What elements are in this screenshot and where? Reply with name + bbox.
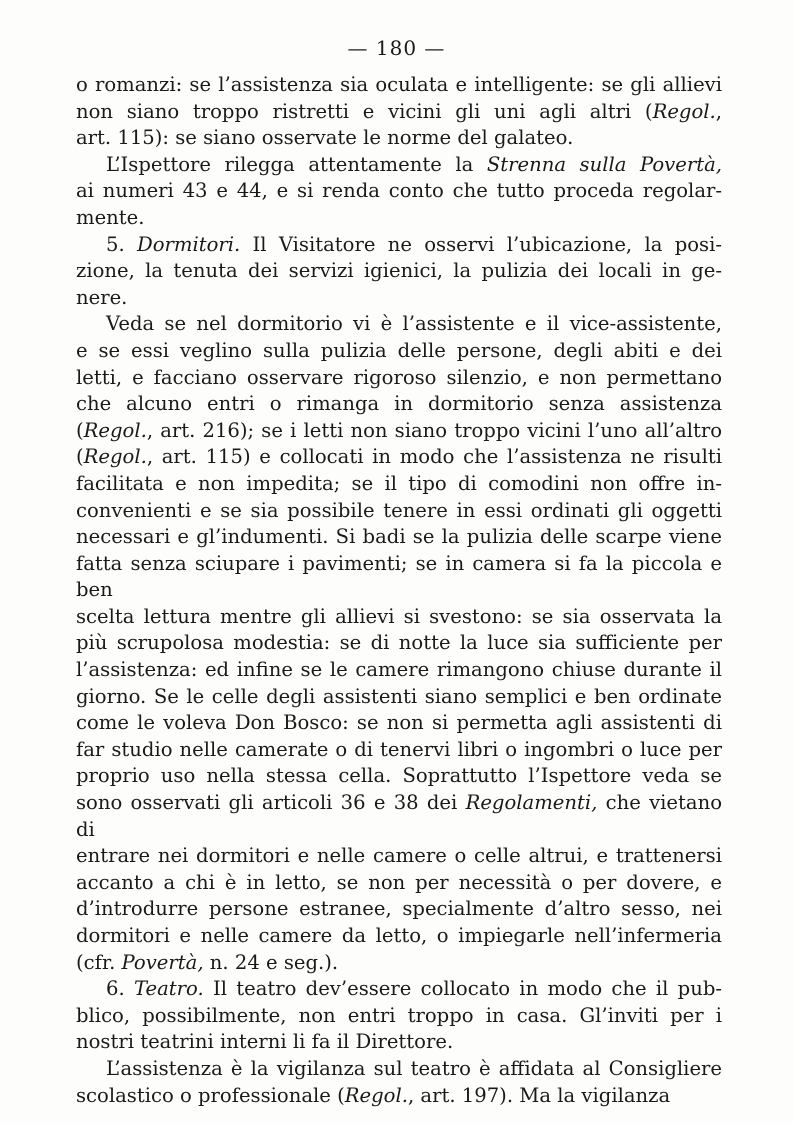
text-run: più scrupolosa modestia: se di notte la luce sia sufficiente per: [76, 631, 722, 655]
text-run: ,: [715, 99, 722, 123]
text-run: (cfr.: [76, 950, 122, 974]
italic-text: Povertà,: [121, 950, 204, 974]
text-run: zione, la tenuta dei servizi igienici, la pulizia dei locali in ge-: [76, 259, 722, 283]
text-run: sono osservati gli articoli 36 e 38 dei: [76, 791, 466, 815]
italic-text: Dormitori.: [137, 232, 241, 256]
text-run: , art. 216); se i letti non siano troppo vicini l’uno all’altro: [146, 418, 722, 442]
text-line: [76, 258, 722, 285]
italic-text: Regol.: [652, 99, 716, 123]
text-line: [76, 285, 722, 312]
text-run: o romanzi: se l’assistenza sia oculata e intelligente: se gli allievi: [76, 73, 722, 96]
text-run: che vietano di: [76, 791, 722, 841]
text-line: [76, 896, 722, 923]
text-line: [76, 178, 722, 205]
text-run: e se essi veglino sulla pulizia delle persone, degli abiti e dei: [76, 338, 722, 362]
text-line: [76, 870, 722, 897]
italic-text: Strenna sulla Povertà,: [486, 152, 722, 176]
text-line: [76, 1029, 722, 1056]
text-run: art. 115): se siano osservate le norme del galateo.: [76, 126, 574, 150]
text-line: [76, 923, 722, 950]
text-line: [76, 684, 722, 711]
text-run: proprio uso nella stessa cella. Soprattutto l’Ispettore veda se: [76, 764, 722, 788]
text-run: blico, possibilmente, non entri troppo in casa. Gl’inviti per i: [76, 1003, 722, 1027]
text-line: [76, 710, 722, 737]
text-line: [76, 604, 722, 631]
text-line: [76, 391, 722, 418]
text-line: [76, 737, 722, 764]
text-line: [76, 444, 722, 471]
text-line: [76, 152, 722, 179]
text-run: far studio nelle camerate o di tenervi libri o ingombri o luce per: [76, 737, 722, 761]
text-line: [76, 551, 722, 604]
text-line: [76, 763, 722, 790]
text-line: [76, 630, 722, 657]
text-run: scolastico o professionale (: [76, 1083, 345, 1107]
text-run: 5.: [106, 232, 137, 256]
text-run: 6.: [106, 977, 134, 1001]
italic-text: Regol.: [83, 445, 147, 469]
text-run: facilitata e non impedita; se il tipo di comodini non offre in-: [76, 471, 722, 495]
text-line: [76, 99, 722, 126]
italic-text: Teatro.: [133, 977, 204, 1001]
text-run: giorno. Se le celle degli assistenti siano semplici e ben ordinate: [76, 684, 722, 708]
body-text: [76, 72, 722, 1109]
text-run: accanto a chi è in letto, se non per necessità o per dovere, e: [76, 870, 722, 894]
text-line: [76, 311, 722, 338]
text-run: come le voleva Don Bosco: se non si permetta agli assistenti di: [76, 711, 722, 735]
italic-text: Regolamenti,: [465, 791, 598, 815]
text-line: [76, 418, 722, 445]
text-line: [76, 72, 722, 99]
text-line: [76, 657, 722, 684]
text-run: Il teatro dev’essere collocato in modo che il pub-: [203, 977, 722, 1001]
text-line: [76, 365, 722, 392]
text-run: n. 24 e seg.).: [203, 950, 339, 974]
text-run: dormitori e nelle camere da letto, o impiegarle nell’infermeria: [76, 924, 722, 947]
text-line: [76, 498, 722, 525]
italic-text: Regol.: [83, 418, 147, 442]
text-line: [76, 125, 722, 152]
text-run: d’introdurre persone estranee, specialmente d’altro sesso, nei: [76, 897, 722, 921]
text-line: [76, 950, 722, 977]
text-line: [76, 790, 722, 843]
text-run: mente.: [76, 205, 145, 229]
text-line: [76, 1083, 722, 1110]
text-run: nere.: [76, 285, 128, 309]
text-run: Veda se nel dormitorio vi è l’assistente e il vice-assistente,: [106, 312, 722, 336]
text-run: convenienti e se sia possibile tenere in essi ordinati gli oggetti: [76, 498, 722, 522]
text-run: entrare nei dormitori e nelle camere o celle altrui, e trattenersi: [76, 844, 722, 868]
text-run: , art. 197). Ma la vigilanza: [407, 1083, 671, 1107]
text-run: l’assistenza: ed infine se le camere rimangono chiuse durante il: [76, 658, 722, 682]
text-line: [76, 338, 722, 365]
text-run: non siano troppo ristretti e vicini gli uni agli altri (: [76, 99, 653, 123]
text-line: [76, 232, 722, 259]
text-run: L’Ispettore rilegga attentamente la: [106, 152, 487, 176]
text-run: letti, e facciano osservare rigoroso silenzio, e non permettano: [76, 365, 722, 389]
text-run: scelta lettura mentre gli allievi si svestono: se sia osservata la: [76, 604, 722, 628]
text-run: che alcuno entri o rimanga in dormitorio senza assistenza: [76, 392, 722, 416]
text-line: [76, 524, 722, 551]
text-run: , art. 115) e collocati in modo che l’assistenza ne risulti: [146, 445, 722, 469]
text-line: [76, 843, 722, 870]
italic-text: Regol.: [344, 1083, 408, 1107]
page-number: — 180 —: [347, 36, 446, 60]
text-run: (: [76, 418, 84, 442]
text-line: [76, 1056, 722, 1083]
text-run: nostri teatrini interni li fa il Direttore.: [76, 1030, 454, 1054]
text-line: [76, 471, 722, 498]
text-run: Il Visitatore ne osservi l’ubicazione, la posi-: [240, 232, 722, 256]
text-run: ai numeri 43 e 44, e si renda conto che tutto proceda regolar-: [76, 179, 722, 203]
text-line: [76, 205, 722, 232]
text-run: necessari e gl’indumenti. Si badi se la pulizia delle scarpe viene: [76, 525, 722, 549]
text-run: fatta senza sciupare i pavimenti; se in camera si fa la piccola e ben: [76, 551, 722, 602]
text-run: (: [76, 445, 84, 469]
text-run: L’assistenza è la vigilanza sul teatro è affidata al Consigliere: [106, 1056, 722, 1080]
text-line: [76, 976, 722, 1003]
text-line: [76, 1003, 722, 1030]
